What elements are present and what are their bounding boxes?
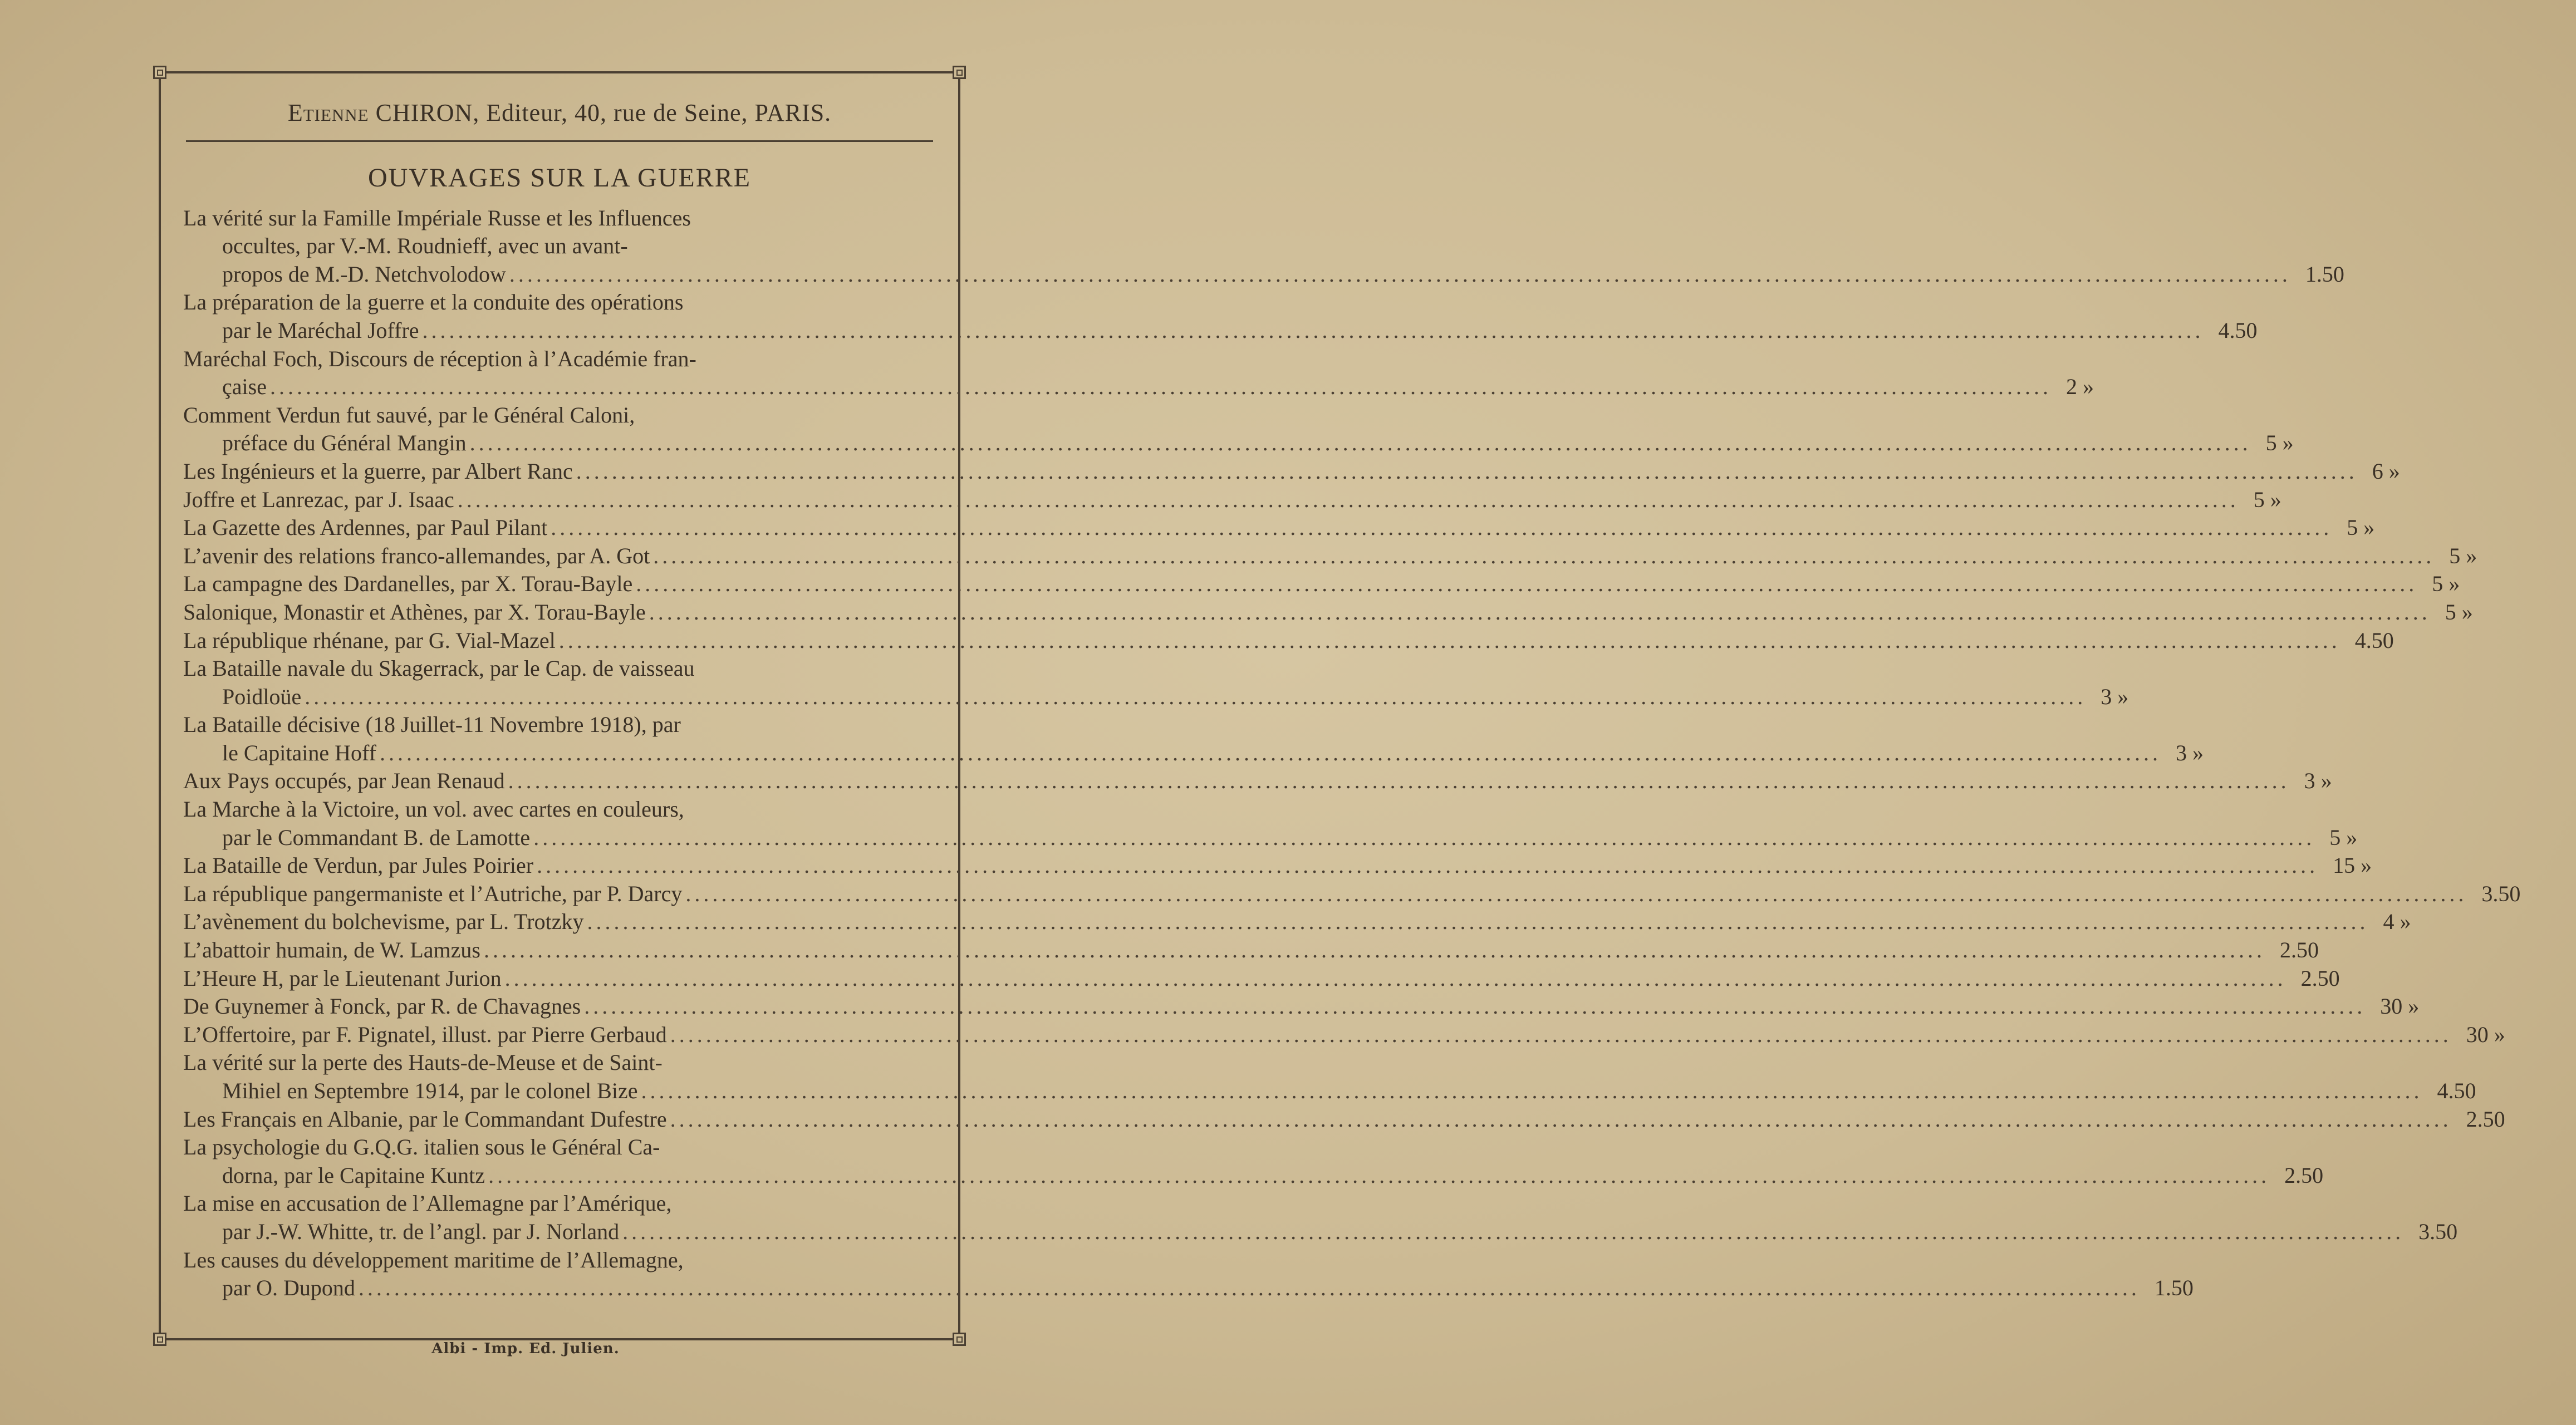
publisher-first-name: Etienne bbox=[287, 99, 369, 126]
book-entry-text: La psychologie du G.Q.G. italien sous le Général Ca- bbox=[183, 1134, 660, 1160]
book-entry-line bbox=[183, 739, 2204, 767]
book-entry bbox=[183, 655, 2129, 711]
book-entry-text: La vérité sur la Famille Impériale Russe et les Influences bbox=[183, 205, 691, 230]
book-entry-line bbox=[183, 1190, 946, 1218]
book-entry-line bbox=[183, 1246, 946, 1274]
book-entry-text: La république pangermaniste et l’Autriche, par P. Darcy bbox=[183, 881, 683, 906]
publisher-header bbox=[161, 99, 958, 127]
book-entry-text: le Capitaine Hoff bbox=[222, 740, 376, 765]
book-entry-text: Mihiel en Septembre 1914, par le colonel Bize bbox=[222, 1078, 638, 1103]
book-entry-text: La campagne des Dardanelles, par X. Torau-Bayle bbox=[183, 571, 633, 597]
book-entry-line bbox=[183, 1161, 2324, 1190]
book-entry-text: La vérité sur la perte des Hauts-de-Meuse et de Saint- bbox=[183, 1050, 663, 1075]
book-entry-line bbox=[183, 1217, 2458, 1246]
book-entry bbox=[183, 1049, 2476, 1105]
book-entry-text: occultes, par V.-M. Roudnieff, avec un avant- bbox=[222, 233, 628, 259]
book-entry-text: par le Maréchal Joffre bbox=[222, 317, 419, 343]
book-entry-line bbox=[183, 570, 2460, 598]
dot-leader: ........................................................................................................................................................................................................ bbox=[584, 994, 2366, 1019]
book-entry bbox=[183, 795, 2358, 851]
header-rule bbox=[186, 140, 933, 142]
book-entry-line bbox=[183, 429, 2294, 458]
book-entry-line bbox=[183, 964, 2340, 992]
book-entry-text: La Bataille navale du Skagerrack, par le Cap. de vaisseau bbox=[183, 656, 695, 681]
book-entry-line bbox=[183, 682, 2129, 711]
book-entry-text: La mise en accusation de l’Allemagne par l’Amérique, bbox=[183, 1191, 672, 1216]
publisher-address: Editeur, 40, rue de Seine, PARIS. bbox=[486, 99, 832, 126]
dot-leader: ........................................................................................................................................................................................................ bbox=[537, 853, 2319, 878]
book-entry-line bbox=[183, 204, 946, 232]
book-price: 2.50 bbox=[2279, 937, 2319, 963]
book-entry-line bbox=[183, 232, 946, 261]
book-entry bbox=[183, 1133, 2324, 1190]
book-price: 15 » bbox=[2333, 853, 2372, 878]
book-entry-line bbox=[183, 908, 2411, 936]
book-entry bbox=[183, 1020, 2505, 1049]
dot-leader: ........................................................................................................................................................................................................ bbox=[508, 768, 2290, 794]
book-entry-text: La Marche à la Victoire, un vol. avec cartes en couleurs, bbox=[183, 797, 684, 822]
dot-leader: ........................................................................................................................................................................................................ bbox=[533, 824, 2315, 850]
book-price: 4.50 bbox=[2437, 1078, 2476, 1103]
dot-leader: ........................................................................................................................................................................................................ bbox=[469, 430, 2251, 456]
dot-leader: ........................................................................................................................................................................................................ bbox=[649, 599, 2431, 625]
book-entry-text: Aux Pays occupés, par Jean Renaud bbox=[183, 768, 505, 794]
book-price: 3 » bbox=[2304, 768, 2332, 794]
book-entry-text: Les Ingénieurs et la guerre, par Albert Ranc bbox=[183, 458, 573, 484]
book-entry bbox=[183, 570, 2460, 598]
book-entry-text: Maréchal Foch, Discours de réception à l’Académie fran- bbox=[183, 346, 696, 371]
book-price: 2.50 bbox=[2300, 965, 2340, 991]
book-entry-line bbox=[183, 626, 2394, 655]
publisher-last-name: CHIRON, bbox=[375, 99, 480, 126]
dot-leader: ........................................................................................................................................................................................................ bbox=[622, 1218, 2405, 1244]
book-entry-line bbox=[183, 852, 2372, 880]
book-price: 5 » bbox=[2449, 543, 2477, 568]
book-entry-text: La Gazette des Ardennes, par Paul Pilant bbox=[183, 515, 548, 540]
book-entry-line bbox=[183, 514, 2375, 542]
book-price: 30 » bbox=[2466, 1021, 2505, 1047]
book-price: 6 » bbox=[2372, 458, 2400, 484]
dot-leader: ........................................................................................................................................................................................................ bbox=[488, 1162, 2270, 1188]
book-entry-line bbox=[183, 373, 2094, 401]
dot-leader: ........................................................................................................................................................................................................ bbox=[379, 740, 2161, 765]
book-entry-text: Salonique, Monastir et Athènes, par X. Torau-Bayle bbox=[183, 599, 646, 625]
book-entry-text: L’avenir des relations franco-allemandes, par A. Got bbox=[183, 543, 650, 568]
book-price: 5 » bbox=[2329, 824, 2358, 850]
page-frame bbox=[159, 71, 2521, 1340]
book-entry bbox=[183, 908, 2411, 936]
book-entry-line bbox=[183, 260, 2344, 288]
book-entry-line bbox=[183, 542, 2477, 570]
dot-leader: ........................................................................................................................................................................................................ bbox=[551, 515, 2333, 540]
book-price: 1.50 bbox=[2305, 261, 2344, 287]
book-entry bbox=[183, 626, 2394, 655]
corner-ornament bbox=[953, 66, 966, 79]
book-entry bbox=[183, 1246, 2194, 1302]
book-entry-line bbox=[183, 823, 2358, 852]
book-entry bbox=[183, 542, 2477, 570]
book-entry bbox=[183, 1105, 2505, 1133]
book-price: 5 » bbox=[2445, 599, 2473, 625]
book-price: 30 » bbox=[2380, 994, 2420, 1019]
dot-leader: ........................................................................................................................................................................................................ bbox=[305, 684, 2087, 709]
book-price: 4 » bbox=[2383, 909, 2411, 935]
book-entry bbox=[183, 204, 2344, 288]
book-entry bbox=[183, 485, 2281, 514]
book-entry-text: Les causes du développement maritime de l’Allemagne, bbox=[183, 1247, 684, 1272]
book-entry-line bbox=[183, 598, 2473, 626]
book-entry bbox=[183, 711, 2204, 767]
book-price: 3.50 bbox=[2481, 881, 2521, 906]
book-entry-line bbox=[183, 1274, 2194, 1303]
book-entry-text: La Bataille décisive (18 Juillet-11 Novembre 1918), par bbox=[183, 712, 681, 738]
book-entry-line bbox=[183, 879, 2521, 908]
book-entry-text: La préparation de la guerre et la conduite des opérations bbox=[183, 289, 684, 315]
book-entry bbox=[183, 401, 2294, 457]
dot-leader: ........................................................................................................................................................................................................ bbox=[653, 543, 2435, 568]
book-entry-line bbox=[183, 655, 946, 683]
book-entry-text: La république rhénane, par G. Vial-Mazel bbox=[183, 627, 556, 653]
book-entry bbox=[183, 767, 2332, 795]
book-entry-line bbox=[183, 316, 2258, 345]
book-price: 5 » bbox=[2347, 515, 2375, 540]
dot-leader: ........................................................................................................................................................................................................ bbox=[269, 374, 2052, 400]
book-entry bbox=[183, 457, 2400, 485]
book-entry-line bbox=[183, 288, 946, 317]
book-entry-text: L’Offertoire, par F. Pignatel, illust. par Pierre Gerbaud bbox=[183, 1021, 667, 1047]
book-entry-text: La Bataille de Verdun, par Jules Poirier bbox=[183, 853, 534, 878]
book-list bbox=[183, 204, 2521, 1302]
book-entry-line bbox=[183, 1077, 2476, 1105]
dot-leader: ........................................................................................................................................................................................................ bbox=[509, 261, 2291, 287]
dot-leader: ........................................................................................................................................................................................................ bbox=[558, 627, 2341, 653]
book-entry-line bbox=[183, 345, 946, 373]
book-entry-text: De Guynemer à Fonck, par R. de Chavagnes bbox=[183, 994, 581, 1019]
book-entry-text: par le Commandant B. de Lamotte bbox=[222, 824, 531, 850]
dot-leader: ........................................................................................................................................................................................................ bbox=[587, 909, 2369, 935]
dot-leader: ........................................................................................................................................................................................................ bbox=[358, 1275, 2140, 1301]
book-price: 2.50 bbox=[2466, 1106, 2505, 1132]
book-entry-text: Comment Verdun fut sauvé, par le Général Caloni, bbox=[183, 402, 635, 428]
book-entry-text: L’abattoir humain, de W. Lamzus bbox=[183, 937, 480, 963]
book-entry bbox=[183, 852, 2372, 880]
book-entry bbox=[183, 345, 2094, 401]
dot-leader: ........................................................................................................................................................................................................ bbox=[504, 965, 2286, 991]
book-price: 3.50 bbox=[2418, 1218, 2458, 1244]
book-price: 2.50 bbox=[2284, 1162, 2324, 1188]
book-price: 4.50 bbox=[2354, 627, 2394, 653]
book-entry-text: Les Français en Albanie, par le Commandant Dufestre bbox=[183, 1106, 667, 1132]
dot-leader: ........................................................................................................................................................................................................ bbox=[685, 881, 2467, 906]
book-entry bbox=[183, 598, 2473, 626]
book-entry-line bbox=[183, 1105, 2505, 1133]
dot-leader: ........................................................................................................................................................................................................ bbox=[483, 937, 2265, 963]
book-price: 5 » bbox=[2432, 571, 2460, 597]
book-entry bbox=[183, 936, 2319, 964]
book-entry-text: par J.-W. Whitte, tr. de l’angl. par J. Norland bbox=[222, 1218, 620, 1244]
book-entry-line bbox=[183, 1049, 946, 1077]
book-entry-text: propos de M.-D. Netchvolodow bbox=[222, 261, 506, 287]
book-price: 1.50 bbox=[2154, 1275, 2194, 1301]
book-entry-line bbox=[183, 711, 946, 739]
dot-leader: ........................................................................................................................................................................................................ bbox=[670, 1021, 2452, 1047]
dot-leader: ........................................................................................................................................................................................................ bbox=[457, 487, 2239, 512]
book-entry-text: dorna, par le Capitaine Kuntz bbox=[222, 1162, 485, 1188]
book-price: 5 » bbox=[2253, 487, 2281, 512]
book-entry-text: préface du Général Mangin bbox=[222, 430, 467, 456]
book-entry-text: Poidloüe bbox=[222, 684, 302, 709]
dot-leader: ........................................................................................................................................................................................................ bbox=[576, 458, 2358, 484]
book-entry-line bbox=[183, 401, 946, 429]
section-title: OUVRAGES SUR LA GUERRE bbox=[367, 163, 752, 193]
dot-leader: ........................................................................................................................................................................................................ bbox=[636, 571, 2418, 597]
book-entry-line bbox=[183, 1133, 946, 1162]
book-entry-line bbox=[183, 992, 2420, 1021]
dot-leader: ........................................................................................................................................................................................................ bbox=[422, 317, 2204, 343]
book-price: 4.50 bbox=[2218, 317, 2258, 343]
book-entry-line bbox=[183, 936, 2319, 964]
book-entry-line bbox=[183, 795, 946, 823]
book-entry bbox=[183, 992, 2420, 1021]
printer-imprint: Albi - Imp. Ed. Julien. bbox=[431, 1340, 620, 1357]
book-entry-line bbox=[183, 767, 2332, 795]
book-price: 3 » bbox=[2175, 740, 2204, 765]
book-entry-text: çaise bbox=[222, 374, 267, 400]
book-entry-line bbox=[183, 1020, 2505, 1049]
book-entry-text: Joffre et Lanrezac, par J. Isaac bbox=[183, 487, 454, 512]
book-entry-text: L’avènement du bolchevisme, par L. Trotzky bbox=[183, 909, 584, 935]
corner-ornament bbox=[153, 66, 166, 79]
book-price: 2 » bbox=[2065, 374, 2094, 400]
book-entry bbox=[183, 964, 2340, 992]
book-entry bbox=[183, 1190, 2458, 1246]
dot-leader: ........................................................................................................................................................................................................ bbox=[670, 1106, 2452, 1132]
book-entry-line bbox=[183, 485, 2281, 514]
book-entry-text: L’Heure H, par le Lieutenant Jurion bbox=[183, 965, 502, 991]
book-price: 5 » bbox=[2265, 430, 2294, 456]
dot-leader: ........................................................................................................................................................................................................ bbox=[641, 1078, 2423, 1103]
book-entry bbox=[183, 288, 2258, 345]
book-entry bbox=[183, 879, 2521, 908]
book-entry-line bbox=[183, 457, 2400, 485]
book-price: 3 » bbox=[2101, 684, 2129, 709]
book-entry-text: par O. Dupond bbox=[222, 1275, 355, 1301]
book-entry bbox=[183, 514, 2375, 542]
